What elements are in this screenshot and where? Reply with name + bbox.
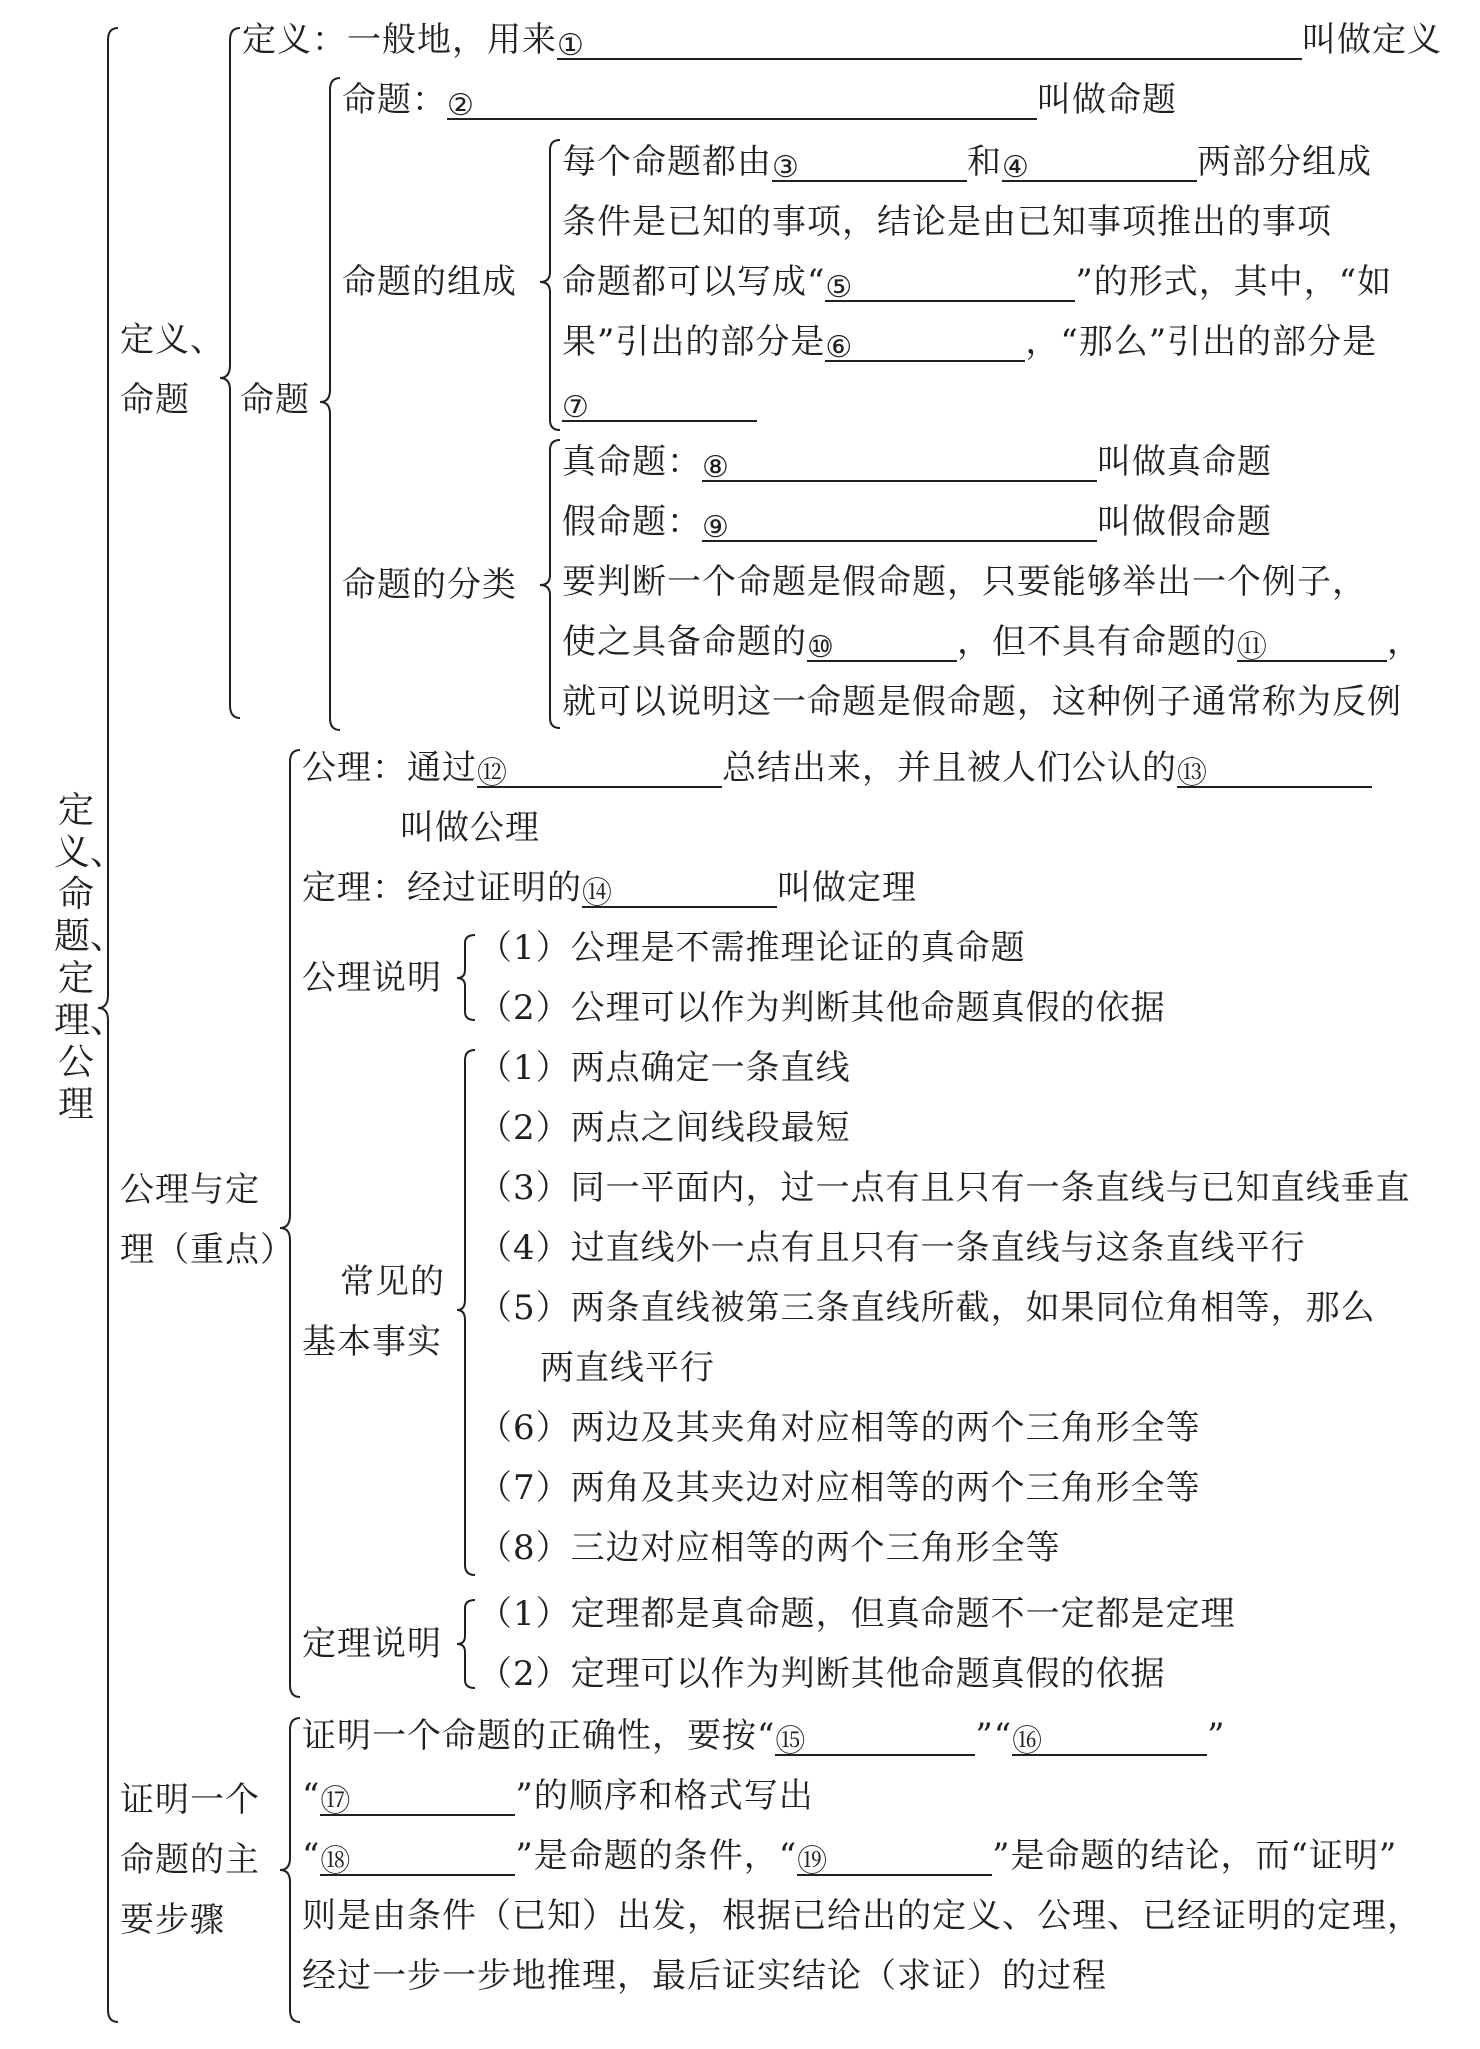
fill-blank [775, 1720, 975, 1759]
blank-number: ⑦ [562, 390, 590, 425]
classification-line-1: 真命题：⑧ 叫做真命题 [562, 442, 1272, 485]
proof-line-5: 经过一步一步地推理，最后证实结论（求证）的过程 [302, 1956, 1107, 1996]
composition-line-2: 条件是已知的事项，结论是由已知事项推出的事项 [562, 202, 1332, 242]
blank-number: ② [447, 88, 475, 123]
brace-class [540, 440, 560, 728]
composition-line-4: 果”引出的部分是⑥ ，“那么”引出的部分是 [562, 322, 1378, 365]
s3-label-line1: 证明一个 [120, 1780, 260, 1820]
s1-label-line1: 定义、 [120, 320, 225, 360]
fact-6: （6）两边及其夹角对应相等的两个三角形全等 [478, 1408, 1201, 1448]
fact-5-cont: 两直线平行 [540, 1348, 715, 1388]
blank-number: ⑭ [582, 876, 613, 911]
blank-number: ⑬ [1177, 756, 1208, 791]
fact-1: （1）两点确定一条直线 [478, 1048, 851, 1088]
blank-number: ⑩ [807, 630, 835, 665]
theorem-note-1: （1）定理都是真命题，但真命题不一定都是定理 [478, 1594, 1236, 1634]
s3-label-line2: 命题的主 [120, 1840, 260, 1880]
fill-blank [1002, 146, 1197, 185]
fill-blank [1012, 1720, 1207, 1759]
fill-blank [477, 752, 722, 791]
s3-label-line3: 要步骤 [120, 1900, 225, 1940]
fill-blank [582, 872, 777, 911]
axiom-note-label: 公理说明 [302, 958, 442, 998]
classification-label: 命题的分类 [342, 565, 517, 605]
fill-blank [320, 1780, 515, 1819]
axiom-note-1: （1）公理是不需推理论证的真命题 [478, 928, 1026, 968]
blank-number: ⑤ [825, 270, 854, 305]
brace-prop [320, 78, 340, 730]
fill-blank [320, 1840, 515, 1879]
axiom-note-2: （2）公理可以作为判断其他命题真假的依据 [478, 988, 1166, 1028]
blank-number: ① [557, 28, 585, 63]
s2-label-line2: 理（重点） [120, 1230, 295, 1270]
proof-line-3: “⑱ ”是命题的条件，“⑲ ”是命题的结论，而“证明” [302, 1836, 1398, 1879]
brace-s2 [280, 750, 300, 1697]
proof-line-4: 则是由条件（已知）出发，根据已给出的定义、公理、已经证明的定理， [302, 1896, 1422, 1936]
brace-axiom-note [457, 935, 475, 1020]
blank-number: ⑨ [702, 510, 730, 545]
fact-3: （3）同一平面内，过一点有且只有一条直线与已知直线垂直 [478, 1168, 1411, 1208]
fact-7: （7）两角及其夹边对应相等的两个三角形全等 [478, 1468, 1201, 1508]
classification-line-5: 就可以说明这一命题是假命题，这种例子通常称为反例 [562, 682, 1402, 722]
classification-line-3: 要判断一个命题是假命题，只要能够举出一个例子， [562, 562, 1367, 602]
composition-line-3: 命题都可以写成“⑤ ”的形式，其中，“如 [562, 262, 1393, 305]
fact-2: （2）两点之间线段最短 [478, 1108, 851, 1148]
fact-8: （8）三边对应相等的两个三角形全等 [478, 1528, 1061, 1568]
brace-s3 [280, 1718, 300, 2022]
blank-number: ⑲ [797, 1844, 829, 1879]
blank-number: ③ [772, 150, 800, 185]
blank-number: ⑧ [702, 450, 730, 485]
s1-label-line2: 命题 [120, 380, 190, 420]
fill-blank [562, 386, 757, 425]
blank-number: ⑥ [825, 330, 854, 365]
fill-blank [825, 326, 1025, 365]
fill-blank [797, 1840, 992, 1879]
brace-s1 [220, 28, 240, 718]
classification-line-4: 使之具备命题的⑩ ，但不具有命题的⑪ ， [562, 622, 1422, 665]
axiom-line-2: 叫做公理 [400, 808, 540, 848]
proposition-label: 命题 [240, 380, 310, 420]
fill-blank [772, 146, 967, 185]
blank-number: ⑱ [320, 1844, 352, 1879]
proposition-def-line: 命题：② 叫做命题 [342, 80, 1177, 123]
blank-1 [557, 24, 1302, 63]
blank-2 [447, 84, 1037, 123]
blank-number: ⑯ [1012, 1724, 1044, 1759]
facts-label-line2: 基本事实 [302, 1322, 442, 1362]
proof-line-1: 证明一个命题的正确性，要按“⑮ ”“⑯ ” [302, 1716, 1226, 1759]
definition-line: 定义：一般地，用来① 叫做定义 [242, 20, 1442, 63]
composition-line-5 [562, 382, 757, 425]
composition-label: 命题的组成 [342, 262, 517, 302]
composition-line-1: 每个命题都由③ 和④ 两部分组成 [562, 142, 1372, 185]
s2-label-line1: 公理与定 [120, 1170, 260, 1210]
brace-comp [540, 140, 560, 430]
blank-number: ⑮ [775, 1724, 807, 1759]
fact-5: （5）两条直线被第三条直线所截，如果同位角相等，那么 [478, 1288, 1376, 1328]
fill-blank [1177, 752, 1372, 791]
classification-line-2: 假命题：⑨ 叫做假命题 [562, 502, 1272, 545]
fact-4: （4）过直线外一点有且只有一条直线与这条直线平行 [478, 1228, 1306, 1268]
blank-number: ⑰ [320, 1784, 352, 1819]
brace-theorem-note [457, 1600, 475, 1688]
blank-number: ⑫ [477, 756, 508, 791]
axiom-line: 公理：通过⑫ 总结出来，并且被人们公认的⑬ [302, 748, 1372, 788]
brace-facts [457, 1050, 475, 1575]
blank-number: ⑪ [1237, 630, 1268, 665]
theorem-line: 定理：经过证明的⑭ 叫做定理 [302, 868, 917, 911]
root-title: 定义、命题、定理、公理 [54, 790, 127, 1125]
blank-number: ④ [1002, 150, 1030, 185]
fill-blank [825, 266, 1075, 305]
proof-line-2: “⑰ ”的顺序和格式写出 [302, 1776, 814, 1819]
facts-label-line1: 常见的 [340, 1262, 445, 1302]
theorem-note-2: （2）定理可以作为判断其他命题真假的依据 [478, 1654, 1166, 1694]
fill-blank [1237, 626, 1387, 665]
fill-blank [807, 626, 957, 665]
theorem-note-label: 定理说明 [302, 1624, 442, 1664]
